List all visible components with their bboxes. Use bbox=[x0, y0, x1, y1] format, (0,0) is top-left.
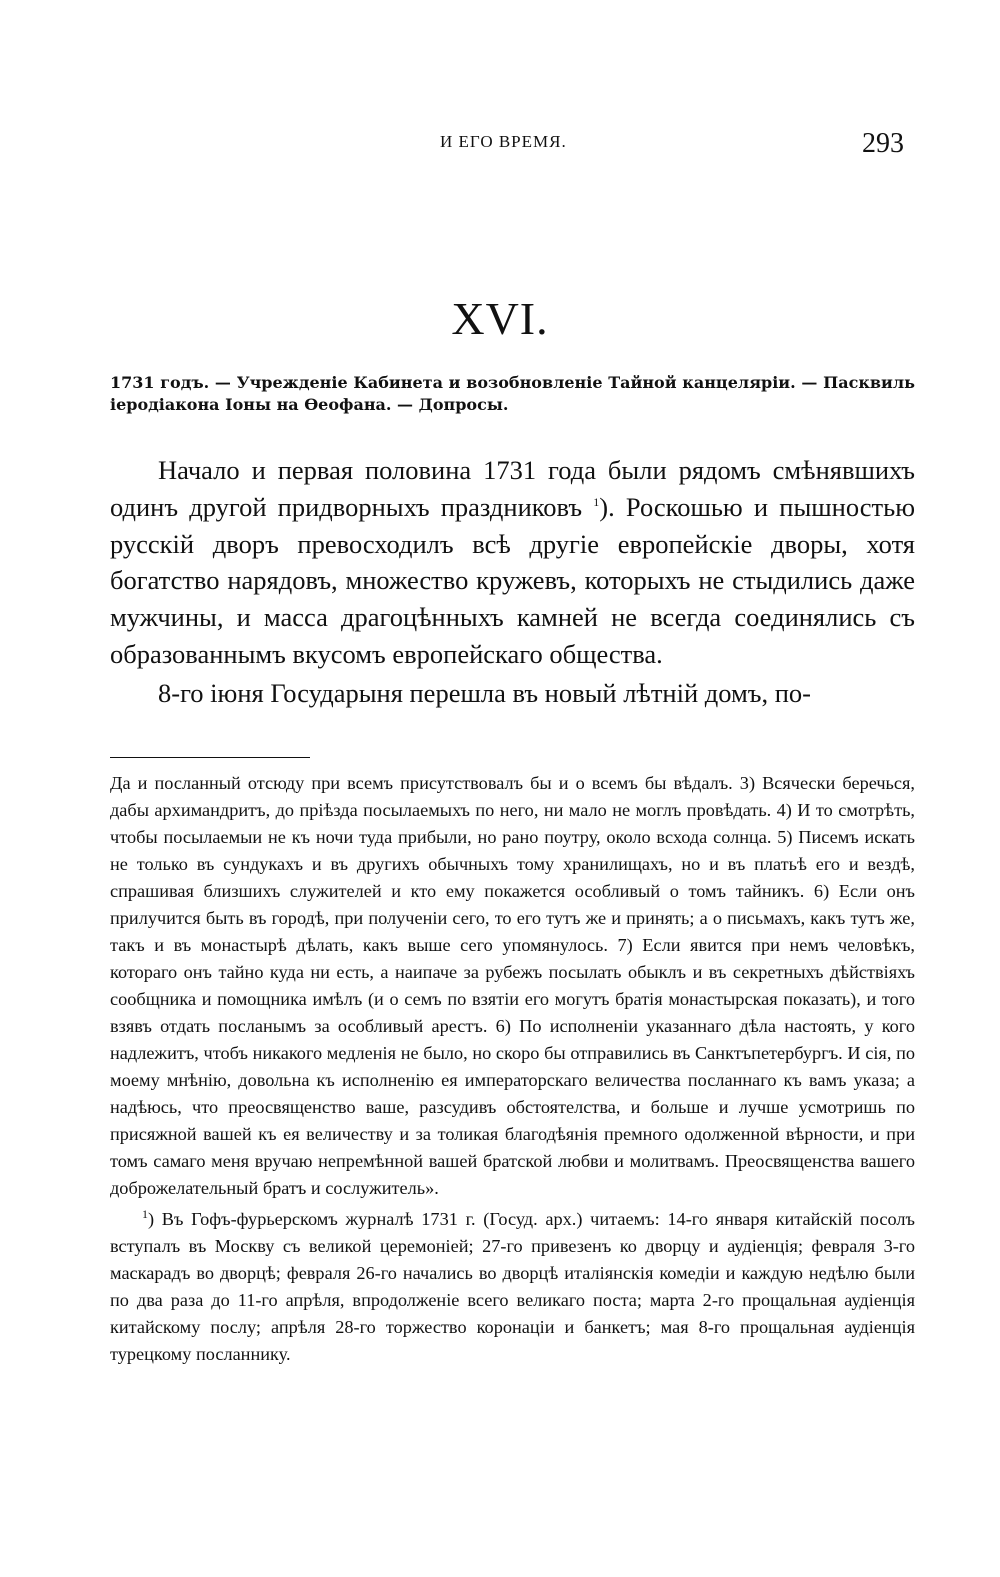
chapter-summary: 1731 годъ. — Учрежденіе Кабинета и возобновленіе Тайной канцеляріи. — Пасквиль іеродіакона Іоны на Ѳеофана. — Допросы. bbox=[110, 373, 915, 414]
continued-footnote: Да и посланный отсюду при всемъ присутствовалъ бы и о всемъ бы вѣдалъ. 3) Всячески беречься, дабы архимандритъ, до пріѣзда посылаемыхъ по него, ни мало не моглъ провѣдать. 4) И то смотрѣть, чтобы посылаемыи не къ ночи туда прибыли, но рано поутру, около всхода солнца. 5) Писемъ искать не только въ сундукахъ и въ другихъ обычныхъ тому хранилищахъ, но и въ платьѣ его и вездѣ, спрашивая близшихъ служителей и кто ему покажется особливый о томъ тайникъ. 6) Если онъ прилучится быть въ городѣ, при полученіи сего, то его тутъ же и принять; а о письмахъ, какъ тутъ же, такъ и въ монастырѣ дѣлать, какъ выше сего упомянулось. 7) Если явится при немъ человѣкъ, котораго онъ тайно куда ни есть, а наипаче за рубежъ посылать обыклъ и въ секретныхъ дѣйствіяхъ сообщника и помощника имѣлъ (и о семъ по взятіи его могутъ братія монастырская показать), и того взявъ отдать посланымъ за особливый арестъ. 6) По исполненіи указаннаго дѣла настоять, у кого надлежитъ, чтобъ никакого медленія не было, но скоро бы отправились въ Санктъпетербургъ. И сія, по моему мнѣнію, довольна къ исполненію ея императорскаго величества посланнаго къ вамъ указа; а надѣюсь, что преосвященство ваше, разсудивъ обстоятелства, и больше и лучше усмотришь по присяжной вашей къ ея величеству и за толикая благодѣянія премного одолженной вѣрности, и при томъ самаго меня вручаю непремѣнной вашей братской любви и молитвамъ. Преосвященства вашего доброжелательный братъ и сослужитель». bbox=[110, 773, 915, 1198]
footnote-divider bbox=[110, 757, 310, 758]
footnote-reference: 1 bbox=[593, 494, 600, 509]
body-paragraph: 8-го іюня Государыня перешла въ новый лѣтній домъ, по- bbox=[158, 677, 811, 708]
body-text bbox=[110, 452, 915, 712]
body-paragraph-text: Начало и первая половина 1731 года были рядомъ смѣнявшихъ одинъ другой придворныхъ праздниковъ bbox=[110, 455, 915, 522]
footnote-mark: 1 bbox=[142, 1206, 148, 1221]
running-title: И ЕГО ВРЕМЯ. bbox=[440, 132, 567, 151]
footnotes bbox=[110, 770, 915, 1368]
footnote-text: ) Въ Гофъ-фурьерскомъ журналѣ 1731 г. (Госуд. арх.) читаемъ: 14-го января китайскій посолъ вступалъ въ Москву съ великой церемоніей; 27-го привезенъ ко дворцу и аудіенція; февраля 3-го маскарадъ во дворцѣ; февраля 26-го начались во дворцѣ италіянскія комедіи и каждую недѣлю были по два раза до 11-го апрѣля, впродолженіе всего великаго поста; марта 2-го прощальная аудіенція китайскому послу; апрѣля 28-го торжество коронаціи и банкетъ; мая 8-го прощальная аудіенція турецкому посланнику. bbox=[110, 1209, 915, 1364]
footnote-1 bbox=[110, 1206, 915, 1368]
chapter-number: XVI. bbox=[451, 293, 549, 344]
body-paragraph-text: ). Роскошью и пышностью русскій дворъ превосходилъ всѣ другіе европейскіе дворы, хотя богатство нарядовъ, множество кружевъ, которыхъ не стыдились даже мужчины, и масса драгоцѣнныхъ камней не всегда соединялись съ образованнымъ вкусомъ европейскаго общества. bbox=[110, 491, 915, 669]
running-head bbox=[0, 128, 1000, 158]
page-number: 293 bbox=[862, 128, 904, 159]
body-paragraph bbox=[110, 452, 915, 673]
